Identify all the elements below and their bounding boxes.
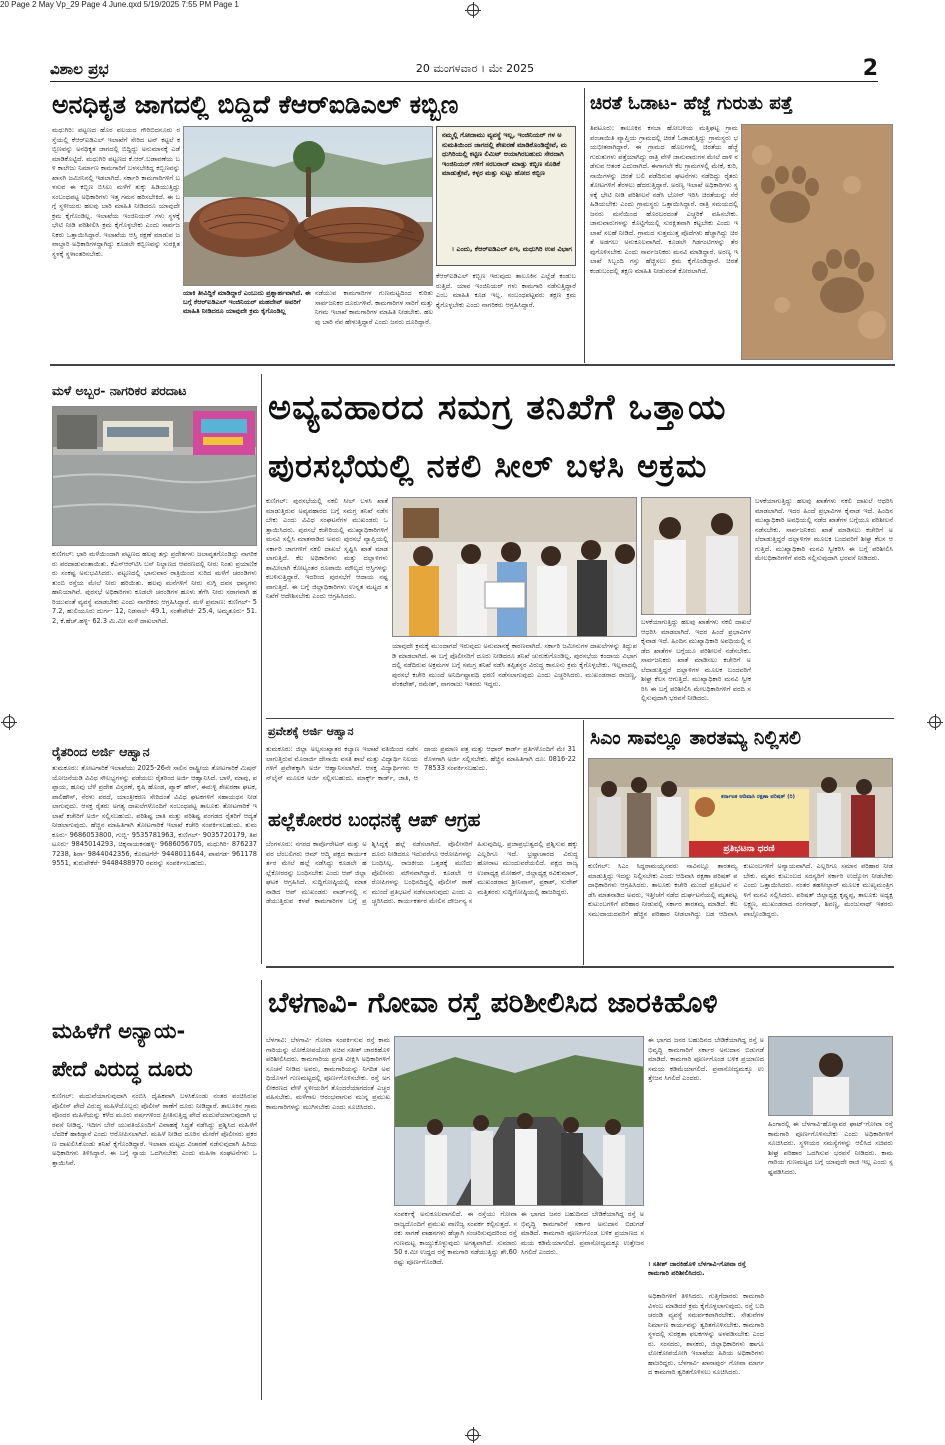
memorandum-handover-photo-icon [393, 498, 637, 637]
newspaper-brand: ವಿಶಾಲ ಪ್ರಭ [50, 60, 109, 78]
story6-body: ತುಮಕೂರು: ಜಿಲ್ಲಾ ಅಲ್ಪಸಂಖ್ಯಾತರ ಕಲ್ಯಾಣ ಇಲಾಖೆ ವತಿಯಿಂದ ನಡೆಸಲಾಗುತ್ತಿರುವ ಮೊರಾರ್ಜಿ ದೇಸಾಯಿ ವಸತಿ ಶಾಲೆ ಮತ್ತು ವಿದ್ಯಾರ್ಥಿ ನಿಲಯಗಳಿಗೆ ಪ್ರವೇಶಕ್ಕಾಗಿ ಅರ್ಜಿ ಆಹ್ವಾನಿಸಲಾಗಿದೆ. ಆಸಕ್ತ ವಿದ್ಯಾರ್ಥಿಗಳು ಆನ್‌ಲೈನ್ ಮೂಲಕ ಅರ್ಜಿ ಸಲ್ಲಿಸಬಹುದು. ಮಾರ್ಕ್ಸ್ ಕಾರ್ಡ್, ಜಾತಿ, ಆದಾಯ ಪ್ರಮಾಣ ಪತ್ರ ಮತ್ತು ಆಧಾರ್ ಕಾರ್ಡ್ ಪ್ರತಿಗಳೊಂದಿಗೆ ಮೇ 31ರೊಳಗಾಗಿ ಅರ್ಜಿ ಸಲ್ಲಿಸಬೇಕು. ಹೆಚ್ಚಿನ ಮಾಹಿತಿಗಾಗಿ ದೂ: 0816-2278533 ಸಂಪರ್ಕಿಸಬಹುದು. [266, 745, 576, 782]
story9-headline-1: ಮಹಿಳೆಗೆ ಅನ್ಯಾಯ- [52, 1019, 186, 1043]
story10-body-e: ಹಿಂಗಾರಲ್ಲಿ ಈ ಬೆಳಗಾವಿ-ಹೊನ್ನಾವರ ಘಾಟ್-ಗೋವಾ ರಸ್ತೆ ಕಾಮಗಾರಿ ಪೂರ್ಣಗೊಳಿಸಬೇಕು ಎಂದು ಅಧಿಕಾರಿಗಳಿಗೆ ಸೂಚಿಸಿದರು. ಸ್ಥಳೀಯರ ಸಮಸ್ಯೆಗಳನ್ನು ಆಲಿಸಿದ ಸಚಿವರು ಶೀಘ್ರ ಪರಿಹಾರ ಒದಗಿಸುವ ಭರವಸೆ ನೀಡಿದರು. ಕಾಮಗಾರಿಯ ಗುಣಮಟ್ಟದ ಬಗ್ಗೆ ಯಾವುದೇ ರಾಜಿ ಇಲ್ಲ ಎಂದು ಸ್ಪಷ್ಟಪಡಿಸಿದರು. [768, 1120, 893, 1176]
story10-headline: ಬೆಳಗಾವಿ- ಗೋವಾ ರಸ್ತೆ ಪರಿಶೀಲಿಸಿದ ಜಾರಕಿಹೊಳಿ [268, 986, 718, 1019]
story1-body-c: ಕೆಆರ್‌ಐಡಿಎಲ್ ಕಬ್ಬಿಣ ಇರುವುದು ತಾಲೂಕಿನ ಎಲ್ಲೆಡೆ ಕಂಡುಬರುತ್ತಿದೆ. ಯಾವ ಇಂಜಿನಿಯರ್ ಗಳು ಕಾಮಗಾರಿ ನಡೆಸುತ್ತಿದ್ದಾರೆ ಎಂಬ ಮಾಹಿತಿ ಕೂಡ ಇಲ್ಲ. ಸಂಬಂಧಪಟ್ಟವರು ತಕ್ಷಣ ಕ್ರಮ ಕೈಗೊಳ್ಳಬೇಕು ಎಂದು ನಾಗರಿಕರು ಆಗ್ರಹಿಸಿದ್ದಾರೆ. [436, 272, 576, 309]
column-rule [261, 980, 262, 1400]
story10-portrait-photo [768, 1036, 893, 1116]
registration-mark-icon [929, 716, 941, 728]
story1-body-a: ಮಧುಗಿರಿ: ಪಟ್ಟಣದ ಹೊರ ವಲಯದ ಗೌರಿಬಿದನೂರು ರಸ್ತೆಯಲ್ಲಿ ಕೆಆರ್‌ಐಡಿಎಲ್ ಇಲಾಖೆಗೆ ಸೇರಿದ ಟನ್ ಕಟ್ಟಲೆ ಕಬ್ಬಿಣವನ್ನು ಅನಧಿಕೃತ ಜಾಗದಲ್ಲಿ ಬಿದ್ದಿದ್ದು ಅನುಮಾನಕ್ಕೆ ಎಡೆ ಮಾಡಿಕೊಟ್ಟಿದೆ. ಮಧುಗಿರಿ ಪಟ್ಟಣದ ಕೆ.ಆರ್.ಬಡಾವಣೆಯ ಬಳಿ ಕಾಲೇಜು ನಿರ್ಮಾಣ ಕಾಮಗಾರಿಗೆ ಬಳಸಬೇಕಿದ್ದ ಕಬ್ಬಿಣವನ್ನು ಖಾಸಗಿ ಜಮೀನಿನಲ್ಲಿ ಇಡಲಾಗಿದೆ. ಸರ್ಕಾರಿ ಕಾಮಗಾರಿಗಳಿಗೆ ಬಳಸುವ ಈ ಕಬ್ಬಿಣ ಬಿಸಿಲು ಮಳೆಗೆ ತುಕ್ಕು ಹಿಡಿಯುತ್ತಿದ್ದು ಸಂಬಂಧಪಟ್ಟ ಅಧಿಕಾರಿಗಳು ಇತ್ತ ಗಮನ ಹರಿಸಬೇಕಿದೆ. ಈ ಬಗ್ಗೆ ಸ್ಥಳೀಯರು ಹಲವು ಬಾರಿ ಮಾಹಿತಿ ನೀಡಿದರೂ ಯಾವುದೇ ಕ್ರಮ ಕೈಗೊಂಡಿಲ್ಲ. ಇಲಾಖೆಯ ಇಂಜಿನಿಯರ್ ಗಳು ಸ್ಥಳಕ್ಕೆ ಭೇಟಿ ನೀಡಿ ಪರಿಶೀಲಿಸಿ ಕ್ರಮ ಕೈಗೊಳ್ಳಬೇಕು ಎಂದು ಸಾರ್ವಜನಿಕರು ಒತ್ತಾಯಿಸಿದ್ದಾರೆ. ಇಲಾಖೆಯ ಆಸ್ತಿ ರಕ್ಷಣೆ ಮಾಡುವ ಜವಾಬ್ದಾರಿ ಅಧಿಕಾರಿಗಳದ್ದಾಗಿದ್ದು ಕೂಡಲೇ ಕಬ್ಬಿಣವನ್ನು ಸುರಕ್ಷಿತ ಸ್ಥಳಕ್ಕೆ ಸ್ಥಳಾಂತರಿಸಬೇಕು. [52, 126, 180, 258]
story1-body-b: ನಡೆಯುವ ಕಾಮಗಾರಿಗಳ ಗುಣಮಟ್ಟದಿಂದ ಕುರಿತು ಸಾರ್ವಜನಿಕರ ದೂರುಗಳಿವೆ. ಕಾಮಗಾರಿಗಳ ಸಾರಿಗೆ ಮತ್ತು ನಿಗಮ ಇಲಾಖೆ ಕಾಮಗಾರಿಗಳ ಮಾಹಿತಿ ನೀಡಬೇಕು. ಹಲವು ಬಾರಿ ನೆಪ ಹೇಳುತ್ತಿದ್ದಾರೆ ಎಂದು ಜನರು ದೂರಿದ್ದಾರೆ. [315, 289, 433, 326]
print-slug: 20 Page 2 May Vp_29 Page 4 June.qxd 5/19/2025 7:55 PM Page 1 [0, 0, 239, 9]
story1-quote: ನಮ್ಮಲ್ಲಿ ಗೋದಾಮು ವ್ಯವಸ್ಥೆ ಇಲ್ಲ, ಇಂಜಿನಿಯರ್ ಗಳ ಅನುಮತಿಯಿಂದ ಜಾಗದಲ್ಲಿ ಶೇಖರಣೆ ಮಾಡಿಕೊಂಡಿದ್ದೇವೆ, ಮಧುಗಿರಿಯಲ್ಲಿ ಕಟ್ಟಿಣ ಲಿಮಿಟ್ ಆಯಾಗಿರಬಹುದು ಸೇರದಾಗಿ ಇಂಜಿನಿಯರ್ ಗಳಿಗೆ ಸರಬರಾಜ್ ಮಾಡ್ತು ಕಬ್ಬಿಣ ನೊಡಿಕೆ ಮಾಡುತ್ತೇವೆ, ಕಳ್ಳರ ಮತ್ತು ಸುಟ್ಟು ಹೋದ ಕಬ್ಬಿಣ [442, 131, 567, 177]
registration-mark-icon [3, 716, 15, 728]
story10-body-c2: ಈ ಭಾಗದ ಜನರ ಬಹುದಿನದ ಬೇಡಿಕೆಯಾಗಿದ್ದ ರಸ್ತೆ ಅಭಿವೃದ್ಧಿ ಕಾಮಗಾರಿಗೆ ಸರ್ಕಾರ ಅನುದಾನ ಬಿಡುಗಡೆ ಮಾಡಿದೆ. ಕಾಮಗಾರಿ ಪೂರ್ಣಗೊಂಡ ಬಳಿಕ ಪ್ರಯಾಣದ ಸಮಯ ಕಡಿಮೆಯಾಗಲಿದೆ. ಪ್ರವಾಸೋದ್ಯಮಕ್ಕೂ ಉತ್ತೇಜನ ಸಿಗಲಿದೆ ಎಂದರು. [648, 1036, 764, 1082]
story7-protest-photo [588, 758, 893, 858]
registration-mark-icon [467, 1429, 479, 1441]
story10-body-a: ಬೆಳಗಾವಿ: ಬೆಳಗಾವಿ- ಗೋವಾ ಸಂಪರ್ಕಿಸುವ ರಸ್ತೆ ಕಾಮಗಾರಿಯನ್ನು ಲೋಕೋಪಯೋಗಿ ಸಚಿವ ಸತೀಶ್ ಜಾರಕಿಹೊಳಿ ಪರಿಶೀಲಿಸಿದರು. ಕಾಮಗಾರಿಯ ಪ್ರಗತಿ ವೀಕ್ಷಿಸಿ ಅಧಿಕಾರಿಗಳಿಗೆ ಸೂಚನೆ ನೀಡಿದ ಅವರು, ಕಾಮಗಾರಿಯನ್ನು ನಿಗದಿತ ಅವಧಿಯೊಳಗೆ ಗುಣಮಟ್ಟದಲ್ಲಿ ಪೂರ್ಣಗೊಳಿಸಬೇಕು. ರಸ್ತೆ ಅಗಲೀಕರಣದ ವೇಳೆ ಸ್ಥಳೀಯರಿಗೆ ತೊಂದರೆಯಾಗದಂತೆ ಎಚ್ಚರ ವಹಿಸಬೇಕು. ಮಳೆಗಾಲ ಆರಂಭವಾಗುವ ಮುನ್ನ ಪ್ರಮುಖ ಕಾಮಗಾರಿಗಳನ್ನು ಮುಗಿಸಬೇಕು ಎಂದು ಸೂಚಿಸಿದರು. [266, 1036, 390, 1111]
column-rule [584, 88, 585, 363]
story1-quote-attribution: । ಎಂದು, ಕೆಆರ್‌ಐಡಿಎಲ್ ಏಇ, ಮಧುಗಿರಿ ಉಪ ವಿಭಾಗ [451, 245, 572, 253]
story1-photo [183, 126, 433, 286]
story3-headline: ಮಳೆ ಅಬ್ಬರ- ನಾಗರಿಕರ ಪರದಾಟ [52, 383, 187, 398]
group-of-men-photo-icon [642, 498, 751, 615]
story4-body: ತುಮಕೂರು: ತೋಟಗಾರಿಕೆ ಇಲಾಖೆಯು 2025-26ನೇ ಸಾಲಿನ ರಾಷ್ಟ್ರೀಯ ತೋಟಗಾರಿಕೆ ಮಿಷನ್ ಯೋಜನೆಯಡಿ ವಿವಿಧ ಸೌಲಭ್ಯಗಳನ್ನು ಪಡೆಯಲು ರೈತರಿಂದ ಅರ್ಜಿ ಆಹ್ವಾನಿಸಿದೆ. ಬಾಳೆ, ಮಾವು, ಪಪ್ಪಾಯ, ಹೂವು ಬೆಳೆ ಪ್ರದೇಶ ವಿಸ್ತರಣೆ, ಕೃಷಿ ಹೊಂಡ, ಪ್ಯಾಕ್ ಹೌಸ್, ಈರುಳ್ಳಿ ಶೇಖರಣಾ ಘಟಕ, ಪಾಲಿಹೌಸ್, ನೆರಳು ಪರದೆ, ಯಾಂತ್ರೀಕರಣ ಸೇರಿದಂತೆ ವಿವಿಧ ಘಟಕಗಳಿಗೆ ಸಹಾಯಧನ ನೀಡಲಾಗುವುದು. ಆಸಕ್ತ ರೈತರು ಅಗತ್ಯ ದಾಖಲೆಗಳೊಂದಿಗೆ ಸಂಬಂಧಪಟ್ಟ ತಾಲೂಕು ತೋಟಗಾರಿಕೆ ಇಲಾಖೆ ಕಚೇರಿಗೆ ಅರ್ಜಿ ಸಲ್ಲಿಸಬಹುದು. ಪರಿಶಿಷ್ಟ ಜಾತಿ ಮತ್ತು ಪರಿಶಿಷ್ಟ ಪಂಗಡದ ರೈತರಿಗೆ ಆದ್ಯತೆ ನೀಡಲಾಗುವುದು. ಹೆಚ್ಚಿನ ಮಾಹಿತಿಗಾಗಿ ತೋಟಗಾರಿಕೆ ಇಲಾಖೆ ಕಚೇರಿ ಸಂಪರ್ಕಿಸಬಹುದು. ತುಮಕೂರು- 9686053800, ಗುಬ್ಬಿ- 9535781963, ಕುಣಿಗಲ್- 9035720179, ತಿಪಟೂರು- 9845014293, ಚಿಕ್ಕನಾಯಕನಹಳ್ಳಿ- 9686056705, ಮಧುಗಿರಿ- 8762377238, ಶಿರಾ- 9844042356, ಕೊರಟಗೆರೆ- 9448011644, ಪಾವಗಡ- 9611789551, ತುರುವೇಕೆರೆ- 9448488970 ರವರನ್ನು ಸಂಪರ್ಕಿಸಬಹುದು. [52, 764, 257, 867]
story10-body-b: ಸಂಪರ್ಕಕ್ಕೆ ಅನುಕೂಲವಾಗಲಿದೆ. ಈ ರಸ್ತೆಯು ಗೋವಾ ರಾಜ್ಯದೊಂದಿಗೆ ಪ್ರಮುಖ ವಾಣಿಜ್ಯ ಸಂಪರ್ಕ ಕಲ್ಪಿಸುತ್ತದೆ. ಸರಕು ಸಾಗಣೆ ವಾಹನಗಳು ಹೆಚ್ಚಾಗಿ ಸಂಚರಿಸುವುದರಿಂದ ರಸ್ತೆ ಗುಣಮಟ್ಟ ಕಾಯ್ದುಕೊಳ್ಳುವುದು ಅಗತ್ಯವಾಗಿದೆ. ಸುಮಾರು 50 ಕಿ.ಮೀ ಉದ್ದದ ರಸ್ತೆ ಕಾಮಗಾರಿ ನಡೆಯುತ್ತಿದ್ದು ಶೇ.60ರಷ್ಟು ಪೂರ್ಣಗೊಂಡಿದೆ. [394, 1210, 517, 1266]
registration-mark-icon [467, 4, 479, 16]
story7-banner-title: ಕರ್ನಾಟಕ ಆದಿವಾಸಿ ರಕ್ಷಣಾ ಪರಿಷತ್ (ರಿ) [721, 794, 796, 800]
rebar-pile-photo-icon [184, 127, 433, 286]
story9-headline-2: ಪೇದೆ ವಿರುದ್ಧ ದೂರು [52, 1057, 193, 1081]
story2-pawprint-photo [741, 124, 893, 360]
story10-body-c: ಈ ಭಾಗದ ಜನರ ಬಹುದಿನದ ಬೇಡಿಕೆಯಾಗಿದ್ದ ರಸ್ತೆ ಅಭಿವೃದ್ಧಿ ಕಾಮಗಾರಿಗೆ ಸರ್ಕಾರ ಅನುದಾನ ಬಿಡುಗಡೆ ಮಾಡಿದೆ. ಕಾಮಗಾರಿ ಪೂರ್ಣಗೊಂಡ ಬಳಿಕ ಪ್ರಯಾಣದ ಸಮಯ ಕಡಿಮೆಯಾಗಲಿದೆ. ಪ್ರವಾಸೋದ್ಯಮಕ್ಕೂ ಉತ್ತೇಜನ ಸಿಗಲಿದೆ ಎಂದರು. [521, 1210, 644, 1256]
road-inspection-photo-icon [395, 1037, 644, 1206]
column-rule [583, 720, 584, 965]
story3-flood-photo [52, 406, 257, 546]
story1-photo-caption: ಯಾಕಿ ತೀವಿದ್ದಿಕೆ ಮಾಡಿದ್ದಾರೆ ಎಂಬುದು ಪ್ರಶ್ನಾರ್ಹವಾಗಿದೆ. ಈ ಬಗ್ಗೆ ಕೆಆರ್‌ಐಡಿಎಲ್ ಇಂಜಿನಿಯರ್ ಮಹದೇವ್ ಅವರಿಗೆ ಮಾಹಿತಿ ನೀಡಿದರೂ ಯಾವುದೇ ಕ್ರಮ ಕೈಗೊಂಡಿಲ್ಲ [183, 289, 311, 315]
story5-body-b: ಯಾವುದೇ ಕ್ರಮಕ್ಕೆ ಮುಂದಾಗದೆ ಇರುವುದು ಅನುಮಾನಕ್ಕೆ ಕಾರಣವಾಗಿದೆ. ಸರ್ಕಾರಿ ಜಮೀನುಗಳ ದಾಖಲೆಗಳನ್ನು ತಿದ್ದುಪಡಿ ಮಾಡಲಾಗಿದೆ. ಈ ಬಗ್ಗೆ ಪೊಲೀಸರಿಗೆ ದೂರು ನೀಡಿದರೂ ತನಿಖೆ ಚುರುಕುಗೊಂಡಿಲ್ಲ. ಪುರಸಭೆಯ ಕಂದಾಯ ವಿಭಾಗದಲ್ಲಿ ನಡೆದಿರುವ ಅಕ್ರಮಗಳ ಬಗ್ಗೆ ಸಮಗ್ರ ತನಿಖೆ ನಡೆಸಿ ತಪ್ಪಿತಸ್ಥರ ವಿರುದ್ಧ ಕಾನೂನು ಕ್ರಮ ಕೈಗೊಳ್ಳಬೇಕು. ಇಲ್ಲವಾದಲ್ಲಿ ಪುರಸಭೆ ಕಚೇರಿ ಮುಂದೆ ಅನಿರ್ದಿಷ್ಟಾವಧಿ ಧರಣಿ ನಡೆಸಲಾಗುವುದು ಎಂದು ಎಚ್ಚರಿಸಿದರು. ಮುಖಂಡರಾದ ರಾಜಣ್ಣ, ವೆಂಕಟೇಶ್, ರಮೇಶ್, ನಾಗರಾಜು ಇತರರು ಇದ್ದರು. [392, 642, 637, 688]
story5-people-photo [641, 497, 751, 615]
page-number: 2 [862, 56, 878, 81]
story9-body: ಕುಣಿಗಲ್: ಮದುವೆಯಾಗುವುದಾಗಿ ನಂಬಿಸಿ ದೈಹಿಕವಾಗಿ ಬಳಸಿಕೊಂಡು ನಂತರ ವಂಚಿಸಿರುವ ಪೊಲೀಸ್ ಪೇದೆ ವಿರುದ್ಧ ಮಹಿಳೆಯೊಬ್ಬರು ಪೊಲೀಸ್ ಠಾಣೆಗೆ ದೂರು ನೀಡಿದ್ದಾರೆ. ತಾಲೂಕಿನ ಗ್ರಾಮವೊಂದರ ಮಹಿಳೆಯನ್ನು ಕಳೆದ ಮೂರು ವರ್ಷಗಳಿಂದ ಪ್ರೀತಿಸುತ್ತಿದ್ದ ಪೇದೆ ಮದುವೆಯಾಗುವುದಾಗಿ ಭರವಸೆ ನೀಡಿದ್ದ. ಇದೀಗ ಬೇರೆ ಯುವತಿಯೊಂದಿಗೆ ವಿವಾಹಕ್ಕೆ ಸಿದ್ಧತೆ ನಡೆಸಿದ್ದು ಪ್ರಶ್ನಿಸಿದ ಮಹಿಳೆಗೆ ಬೆದರಿಕೆ ಹಾಕಿದ್ದಾನೆ ಎಂದು ಆರೋಪಿಸಲಾಗಿದೆ. ಮಹಿಳೆ ನೀಡಿದ ದೂರಿನ ಮೇರೆಗೆ ಪೊಲೀಸರು ಪ್ರಕರಣ ದಾಖಲಿಸಿಕೊಂಡು ತನಿಖೆ ಕೈಗೊಂಡಿದ್ದಾರೆ. ಇಲಾಖಾ ಮಟ್ಟದ ವಿಚಾರಣೆ ನಡೆಸುವುದಾಗಿ ಹಿರಿಯ ಅಧಿಕಾರಿಗಳು ತಿಳಿಸಿದ್ದಾರೆ. ಈ ಬಗ್ಗೆ ನ್ಯಾಯ ಒದಗಿಸಬೇಕು ಎಂದು ಮಹಿಳಾ ಸಂಘಟನೆಗಳು ಒತ್ತಾಯಿಸಿವೆ. [52, 1092, 257, 1167]
story10-road-photo [394, 1036, 644, 1206]
story2-body: ತಿಪಟೂರು: ತಾಲೂಕಿನ ಕಸಬಾ ಹೋಬಳಿಯ ಮತ್ತಿಘಟ್ಟ ಗ್ರಾಮ ಪಂಚಾಯಿತಿ ವ್ಯಾಪ್ತಿಯ ಗ್ರಾಮದಲ್ಲಿ ಚಿರತೆ ಓಡಾಡುತ್ತಿದ್ದು ಗ್ರಾಮಸ್ಥರು ಭಯಭೀತರಾಗಿದ್ದಾರೆ. ಈ ಗ್ರಾಮದ ಹೊಲಗಳಲ್ಲಿ ಚಿರತೆಯ ಹೆಜ್ಜೆ ಗುರುತುಗಳು ಪತ್ತೆಯಾಗಿದ್ದು ರಾತ್ರಿ ವೇಳೆ ಜಾನುವಾರುಗಳ ಮೇಲೆ ದಾಳಿ ನಡೆಸುವ ಆತಂಕ ಎದುರಾಗಿದೆ. ಈಗಾಗಲೇ ಕೆಲ ಗ್ರಾಮಗಳಲ್ಲಿ ಮೇಕೆ, ಕುರಿ, ನಾಯಿಗಳನ್ನು ಚಿರತೆ ಬಲಿ ಪಡೆದಿರುವ ಘಟನೆಗಳು ನಡೆದಿದ್ದು ರೈತರು ತೋಟಗಳಿಗೆ ತೆರಳಲು ಹೆದರುತ್ತಿದ್ದಾರೆ. ಅರಣ್ಯ ಇಲಾಖೆ ಅಧಿಕಾರಿಗಳು ಸ್ಥಳಕ್ಕೆ ಭೇಟಿ ನೀಡಿ ಪರಿಶೀಲನೆ ನಡೆಸಿ ಬೋನ್ ಇರಿಸಿ ಚಿರತೆಯನ್ನು ಸೆರೆ ಹಿಡಿಯಬೇಕು ಎಂದು ಗ್ರಾಮಸ್ಥರು ಒತ್ತಾಯಿಸಿದ್ದಾರೆ. ರಾತ್ರಿ ಸಮಯದಲ್ಲಿ ಜನರು ಮನೆಯಿಂದ ಹೊರಬರದಂತೆ ಎಚ್ಚರಿಕೆ ವಹಿಸಬೇಕು. ಜಾನುವಾರುಗಳನ್ನು ಕೊಟ್ಟಿಗೆಯಲ್ಲಿ ಸುರಕ್ಷಿತವಾಗಿ ಕಟ್ಟಬೇಕು ಎಂದು ಇಲಾಖೆ ಸಲಹೆ ನೀಡಿದೆ. ಗ್ರಾಮದ ಸುತ್ತಮುತ್ತ ಪೊದೆಗಳು ಹೆಚ್ಚಾಗಿದ್ದು ಚಿರತೆ ಅಡಗಲು ಅನುಕೂಲವಾಗಿದೆ. ಕೂಡಲೇ ಗಿಡಗಂಟಿಗಳನ್ನು ತೆರವುಗೊಳಿಸಬೇಕು ಎಂದು ಸಾರ್ವಜನಿಕರು ಮನವಿ ಮಾಡಿದ್ದಾರೆ. ಅರಣ್ಯ ಇಲಾಖೆ ಸಿಬ್ಬಂದಿ ಗಸ್ತು ಹೆಚ್ಚಿಸಲು ಕ್ರಮ ಕೈಗೊಂಡಿದ್ದಾರೆ. ಚಿರತೆ ಕಂಡುಬಂದಲ್ಲಿ ತಕ್ಷಣ ಮಾಹಿತಿ ನೀಡುವಂತೆ ಕೋರಲಾಗಿದೆ. [590, 124, 738, 275]
column-rule [261, 374, 262, 964]
story1-quote-box [436, 126, 576, 266]
story5-body-c2: ಬಳಕೆಯಾಗುತ್ತಿದ್ದು ಹಲವು ಖಾತೆಗಳು ನಕಲಿ ದಾಖಲೆ ಆಧರಿಸಿ ಮಾಡಲಾಗಿದೆ. ಇದರ ಹಿಂದೆ ಪ್ರಭಾವಿಗಳ ಕೈವಾಡ ಇದೆ. ಹಿಂದಿನ ಮುಖ್ಯಾಧಿಕಾರಿ ಅವಧಿಯಲ್ಲಿ ನಡೆದ ಖಾತೆಗಳ ಬಗ್ಗೆಯೂ ಪರಿಶೀಲನೆ ನಡೆಸಬೇಕು. ಸಾರ್ವಜನಿಕರು ಖಾತೆ ಮಾಡಿಸಲು ಕಚೇರಿಗೆ ಅಲೆದಾಡುತ್ತಿದ್ದರೆ ದಲ್ಲಾಳಿಗಳ ಮೂಲಕ ಬಂದವರಿಗೆ ಶೀಘ್ರ ಕೆಲಸ ಆಗುತ್ತಿದೆ. ಮುಖ್ಯಾಧಿಕಾರಿ ಮನವಿ ಸ್ವೀಕರಿಸಿ ಈ ಬಗ್ಗೆ ಪರಿಶೀಲಿಸಿ ಮೇಲಧಿಕಾರಿಗಳಿಗೆ ವರದಿ ಸಲ್ಲಿಸುವುದಾಗಿ ಭರವಸೆ ನೀಡಿದರು. [755, 497, 893, 562]
masthead [50, 58, 878, 82]
minister-portrait-photo-icon [769, 1037, 893, 1116]
issue-date: 20 ಮಂಗಳವಾರ । ಮೇ 2025 [415, 62, 535, 75]
section-rule [50, 364, 895, 366]
story6-headline: ಪ್ರವೇಶಕ್ಕೆ ಅರ್ಜಿ ಆಹ್ವಾನ [268, 725, 354, 738]
story7-body: ಕುಣಿಗಲ್: ಸಿಎಂ ಸಿದ್ದರಾಮಯ್ಯನವರು ಸಾವಿನಲ್ಲೂ ತಾರತಮ್ಯ ಮಾಡುತ್ತಿದ್ದು ಇದನ್ನು ನಿಲ್ಲಿಸಬೇಕು ಎಂದು ಆದಿವಾಸಿ ರಕ್ಷಣಾ ಪರಿಷತ್ ಪದಾಧಿಕಾರಿಗಳು ಆಗ್ರಹಿಸಿದರು. ತಾಲೂಕು ಕಚೇರಿ ಮುಂದೆ ಪ್ರತಿಭಟನೆ ನಡೆಸಿ ಮಾತನಾಡಿದ ಅವರು, ಇತ್ತೀಚೆಗೆ ನಡೆದ ದುರ್ಘಟನೆಯಲ್ಲಿ ಮೃತಪಟ್ಟ ಕುಟುಂಬಗಳಿಗೆ ಪರಿಹಾರ ನೀಡುವಲ್ಲಿ ಸರ್ಕಾರ ತಾರತಮ್ಯ ಮಾಡಿದೆ. ಕೆಲ ಸಮುದಾಯದವರಿಗೆ ಹೆಚ್ಚಿನ ಪರಿಹಾರ ನೀಡಲಾಗಿದ್ದು ಬಡ ಆದಿವಾಸಿ ಕುಟುಂಬಗಳಿಗೆ ಅನ್ಯಾಯವಾಗಿದೆ. ಎಲ್ಲರಿಗೂ ಸಮಾನ ಪರಿಹಾರ ನೀಡಬೇಕು. ಮೃತರ ಕುಟುಂಬದ ಸದಸ್ಯರಿಗೆ ಸರ್ಕಾರಿ ಉದ್ಯೋಗ ನೀಡಬೇಕು ಎಂದು ಒತ್ತಾಯಿಸಿದರು. ನಂತರ ತಹಸೀಲ್ದಾರ್ ಮೂಲಕ ಮುಖ್ಯಮಂತ್ರಿಗಳಿಗೆ ಮನವಿ ಸಲ್ಲಿಸಿದರು. ಪರಿಷತ್ ಜಿಲ್ಲಾಧ್ಯಕ್ಷ ಕೃಷ್ಣಪ್ಪ, ತಾಲೂಕು ಅಧ್ಯಕ್ಷ ಲಕ್ಷ್ಮಣ, ಮುಖಂಡರಾದ ರಂಗನಾಥ್, ಶಿವಣ್ಣ, ಮಂಜುನಾಥ್ ಇತರರು ಪಾಲ್ಗೊಂಡಿದ್ದರು. [588, 862, 893, 918]
story10-body-d: ಅಧಿಕಾರಿಗಳಿಗೆ ತಿಳಿಸಿದರು. ಗುತ್ತಿಗೆದಾರರು ಕಾಮಗಾರಿ ವಿಳಂಬ ಮಾಡಿದರೆ ಕ್ರಮ ಕೈಗೊಳ್ಳಲಾಗುವುದು. ರಸ್ತೆ ಬದಿ ಚರಂಡಿ ವ್ಯವಸ್ಥೆ ಸಮರ್ಪಕವಾಗಿರಬೇಕು. ಸೇತುವೆಗಳ ನಿರ್ಮಾಣ ಕಾರ್ಯವನ್ನು ತ್ವರಿತಗೊಳಿಸಬೇಕು. ಕಾಮಗಾರಿ ಸ್ಥಳದಲ್ಲಿ ಸುರಕ್ಷತಾ ಫಲಕಗಳನ್ನು ಅಳವಡಿಸಬೇಕು ಎಂದರು. ಸಂಸದರು, ಶಾಸಕರು, ಜಿಲ್ಲಾಧಿಕಾರಿಗಳು ಹಾಗೂ ಲೋಕೋಪಯೋಗಿ ಇಲಾಖೆಯ ಹಿರಿಯ ಅಧಿಕಾರಿಗಳು ಹಾಜರಿದ್ದರು. ಬೆಳಗಾವಿ- ಖಾನಾಪುರ- ಗೋವಾ ಮಾರ್ಗದ ಕಾಮಗಾರಿ ತ್ವರಿತಗೊಳಿಸಲು ಸೂಚಿಸಿದರು. [648, 1292, 764, 1376]
story5-group-photo [392, 497, 637, 637]
story3-body: ಕುಣಿಗಲ್: ಭಾರಿ ಮಳೆಯಿಂದಾಗಿ ಪಟ್ಟಣದ ಹಲವು ತಗ್ಗು ಪ್ರದೇಶಗಳು ಜಲಾವೃತಗೊಂಡಿದ್ದು ನಾಗರಿಕರು ಪರದಾಡುವಂತಾಯಿತು. ಕೆಎಸ್‌ಆರ್‌ಟಿಸಿ ಬಸ್ ನಿಲ್ದಾಣದ ಆವರಣದಲ್ಲಿ ನೀರು ನಿಂತು ಪ್ರಯಾಣಿಕರು ಸಂಕಷ್ಟ ಅನುಭವಿಸಿದರು. ಪಟ್ಟಣದಲ್ಲಿ ಭಾನುವಾರ ರಾತ್ರಿಯಿಂದ ಸುರಿದ ಮಳೆಗೆ ಚರಂಡಿಗಳು ತುಂಬಿ ರಸ್ತೆಯ ಮೇಲೆ ನೀರು ಹರಿಯಿತು. ಹಲವು ಮನೆಗಳಿಗೆ ನೀರು ನುಗ್ಗಿ ದವಸ ಧಾನ್ಯಗಳು ಹಾನಿಯಾಗಿವೆ. ಪುರಸಭೆ ಅಧಿಕಾರಿಗಳು ಕೂಡಲೇ ಚರಂಡಿಗಳ ಹೂಳು ತೆಗೆಸಿ ನೀರು ಸರಾಗವಾಗಿ ಹರಿಯುವಂತೆ ವ್ಯವಸ್ಥೆ ಮಾಡಬೇಕು ಎಂದು ನಾಗರಿಕರು ಆಗ್ರಹಿಸಿದ್ದಾರೆ. ಮಳೆ ಪ್ರಮಾಣ: ಕುಣಿಗಲ್- 57.2, ಹುಲಿಯೂರು ದುರ್ಗ- 12, ನಿಡಸಾಲೆ- 49.1, ಸಂತೇಪೇಟೆ- 25.4, ಅಮೃತೂರು- 51.2, ಕೆ.ಹೆಚ್.ಹಳ್ಳಿ- 62.3 ಮಿ.ಮೀ ಮಳೆ ದಾಖಲಾಗಿದೆ. [52, 550, 257, 625]
story7-headline: ಸಿಎಂ ಸಾವಲ್ಲೂ ತಾರತಮ್ಯ ನಿಲ್ಲಿಸಲಿ [590, 727, 801, 749]
story2-headline: ಚಿರತೆ ಓಡಾಟ- ಹೆಜ್ಜೆ ಗುರುತು ಪತ್ತೆ [590, 93, 793, 114]
story5-body-c: ಬಳಕೆಯಾಗುತ್ತಿದ್ದು ಹಲವು ಖಾತೆಗಳು ನಕಲಿ ದಾಖಲೆ ಆಧರಿಸಿ ಮಾಡಲಾಗಿದೆ. ಇದರ ಹಿಂದೆ ಪ್ರಭಾವಿಗಳ ಕೈವಾಡ ಇದೆ. ಹಿಂದಿನ ಮುಖ್ಯಾಧಿಕಾರಿ ಅವಧಿಯಲ್ಲಿ ನಡೆದ ಖಾತೆಗಳ ಬಗ್ಗೆಯೂ ಪರಿಶೀಲನೆ ನಡೆಸಬೇಕು. ಸಾರ್ವಜನಿಕರು ಖಾತೆ ಮಾಡಿಸಲು ಕಚೇರಿಗೆ ಅಲೆದಾಡುತ್ತಿದ್ದರೆ ದಲ್ಲಾಳಿಗಳ ಮೂಲಕ ಬಂದವರಿಗೆ ಶೀಘ್ರ ಕೆಲಸ ಆಗುತ್ತಿದೆ. ಮುಖ್ಯಾಧಿಕಾರಿ ಮನವಿ ಸ್ವೀಕರಿಸಿ ಈ ಬಗ್ಗೆ ಪರಿಶೀಲಿಸಿ ಮೇಲಧಿಕಾರಿಗಳಿಗೆ ವರದಿ ಸಲ್ಲಿಸುವುದಾಗಿ ಭರವಸೆ ನೀಡಿದರು. [641, 618, 751, 702]
story8-body: ಬೆಂಗಳೂರು: ನಗರದ ಕಾರ್ಪೊರೇಟರ್ ಮತ್ತು ಅವರ ಬೆಂಬಲಿಗರು ಆಮ್ ಆದ್ಮಿ ಪಕ್ಷದ ಕಾರ್ಯಕರ್ತರ ಮೇಲೆ ಹಲ್ಲೆ ನಡೆಸಿದ್ದು ಕೂಡಲೇ ಹಲ್ಲೆಕೋರರನ್ನು ಬಂಧಿಸಬೇಕು ಎಂದು ಆಪ್ ಜಿಲ್ಲಾ ಘಟಕ ಆಗ್ರಹಿಸಿದೆ. ಸುದ್ದಿಗೋಷ್ಠಿಯಲ್ಲಿ ಮಾತನಾಡಿದ ಆಪ್ ಮುಖಂಡರು ವಾರ್ಡ್‌ನಲ್ಲಿ ನಡೆಯುತ್ತಿರುವ ಕಳಪೆ ಕಾಮಗಾರಿಗಳ ಬಗ್ಗೆ ಪ್ರಶ್ನಿಸಿದ್ದಕ್ಕೆ ಹಲ್ಲೆ ನಡೆಸಲಾಗಿದೆ. ಪೊಲೀಸರಿಗೆ ದೂರು ನೀಡಿದರೂ ಇದುವರೆಗೂ ಆರೋಪಿಗಳನ್ನು ಬಂಧಿಸಿಲ್ಲ. ರಾಜಕೀಯ ಒತ್ತಡಕ್ಕೆ ಮಣಿದು ಪೊಲೀಸರು ಮೌನವಾಗಿದ್ದಾರೆ. ಕೂಡಲೇ ಆರೋಪಿಗಳನ್ನು ಬಂಧಿಸದಿದ್ದಲ್ಲಿ ಪೊಲೀಸ್ ಠಾಣೆ ಮುಂದೆ ಪ್ರತಿಭಟನೆ ನಡೆಸಲಾಗುವುದು ಎಂದು ಎಚ್ಚರಿಸಿದರು. ಕಾರ್ಯಕರ್ತರ ಮೇಲಿನ ದೌರ್ಜನ್ಯ ಸಹಿಸುವುದಿಲ್ಲ. ಪ್ರಜಾಪ್ರಭುತ್ವದಲ್ಲಿ ಪ್ರಶ್ನಿಸುವ ಹಕ್ಕು ಎಲ್ಲರಿಗೂ ಇದೆ. ಭ್ರಷ್ಟಾಚಾರದ ವಿರುದ್ಧ ಹೋರಾಟ ಮುಂದುವರೆಯಲಿದೆ. ಪಕ್ಷದ ರಾಜ್ಯ ಉಪಾಧ್ಯಕ್ಷ ಮೋಹನ್, ಜಿಲ್ಲಾಧ್ಯಕ್ಷ ರವಿಕುಮಾರ್, ಮುಖಂಡರಾದ ಶ್ರೀನಿವಾಸ್, ಪ್ರಕಾಶ್, ಸುರೇಶ್ ಮತ್ತಿತರರು ಸುದ್ದಿಗೋಷ್ಠಿಯಲ್ಲಿ ಹಾಜರಿದ್ದರು. [266, 840, 578, 905]
section-rule [266, 718, 894, 719]
story7-banner-protest: ಪ್ರತಿಭಟನಾ ಧರಣಿ [723, 844, 775, 854]
story1-headline: ಅನಧಿಕೃತ ಜಾಗದಲ್ಲಿ ಬಿದ್ದಿದೆ ಕೆಆರ್‌ಐಡಿಎಲ್ ಕಬ್ಬಿಣ [52, 90, 459, 119]
story10-photo-caption: । ಸತೀಶ್ ಜಾರಕಿಹೊಳಿ ಬೆಳಗಾವಿ-ಗೋವಾ ರಸ್ತೆ ಕಾಮಗಾರಿ ಪರಿಶೀಲಿಸಿದರು. [648, 1260, 746, 1277]
paw-print-photo-icon [742, 125, 893, 360]
section-rule [266, 966, 894, 968]
story5-headline-1: ಅವ್ಯವಹಾರದ ಸಮಗ್ರ ತನಿಖೆಗೆ ಒತ್ತಾಯ [268, 388, 727, 428]
flooded-bus-stand-photo-icon [53, 407, 257, 546]
story5-body-a: ಕುಣಿಗಲ್: ಪುರಸಭೆಯಲ್ಲಿ ನಕಲಿ ಸೀಲ್ ಬಳಸಿ ಖಾತೆ ಮಾಡುತ್ತಿರುವ ಅವ್ಯವಹಾರದ ಬಗ್ಗೆ ಸಮಗ್ರ ತನಿಖೆ ನಡೆಸಬೇಕು ಎಂದು ವಿವಿಧ ಸಂಘಟನೆಗಳ ಮುಖಂಡರು ಒತ್ತಾಯಿಸಿದರು. ಪುರಸಭೆ ಕಚೇರಿಯಲ್ಲಿ ಮುಖ್ಯಾಧಿಕಾರಿಗಳಿಗೆ ಮನವಿ ಸಲ್ಲಿಸಿ ಮಾತನಾಡಿದ ಅವರು ಪುರಸಭೆ ವ್ಯಾಪ್ತಿಯಲ್ಲಿ ಸರ್ಕಾರಿ ಜಾಗಗಳಿಗೆ ನಕಲಿ ದಾಖಲೆ ಸೃಷ್ಟಿಸಿ ಖಾತೆ ಮಾಡಲಾಗುತ್ತಿದೆ. ಕೆಲ ಅಧಿಕಾರಿಗಳು ಮತ್ತು ದಲ್ಲಾಳಿಗಳು ಶಾಮೀಲಾಗಿ ಕೋಟ್ಯಂತರ ರೂಪಾಯಿ ಮೌಲ್ಯದ ಆಸ್ತಿಗಳನ್ನು ಕಬಳಿಸುತ್ತಿದ್ದಾರೆ. ಇದರಿಂದ ಪುರಸಭೆಗೆ ಆದಾಯ ನಷ್ಟವಾಗುತ್ತಿದೆ. ಈ ಬಗ್ಗೆ ಜಿಲ್ಲಾಧಿಕಾರಿಗಳು ಉನ್ನತ ಮಟ್ಟದ ತನಿಖೆಗೆ ಆದೇಶಿಸಬೇಕು ಎಂದು ಆಗ್ರಹಿಸಿದರು. [266, 497, 388, 600]
story8-headline: ಹಲ್ಲೆಕೋರರ ಬಂಧನಕ್ಕೆ ಆಪ್ ಆಗ್ರಹ [268, 810, 481, 831]
story5-headline-2: ಪುರಸಭೆಯಲ್ಲಿ ನಕಲಿ ಸೀಲ್ ಬಳಸಿ ಅಕ್ರಮ [268, 447, 708, 485]
story4-headline: ರೈತರಿಂದ ಅರ್ಜಿ ಆಹ್ವಾನ [52, 744, 150, 759]
